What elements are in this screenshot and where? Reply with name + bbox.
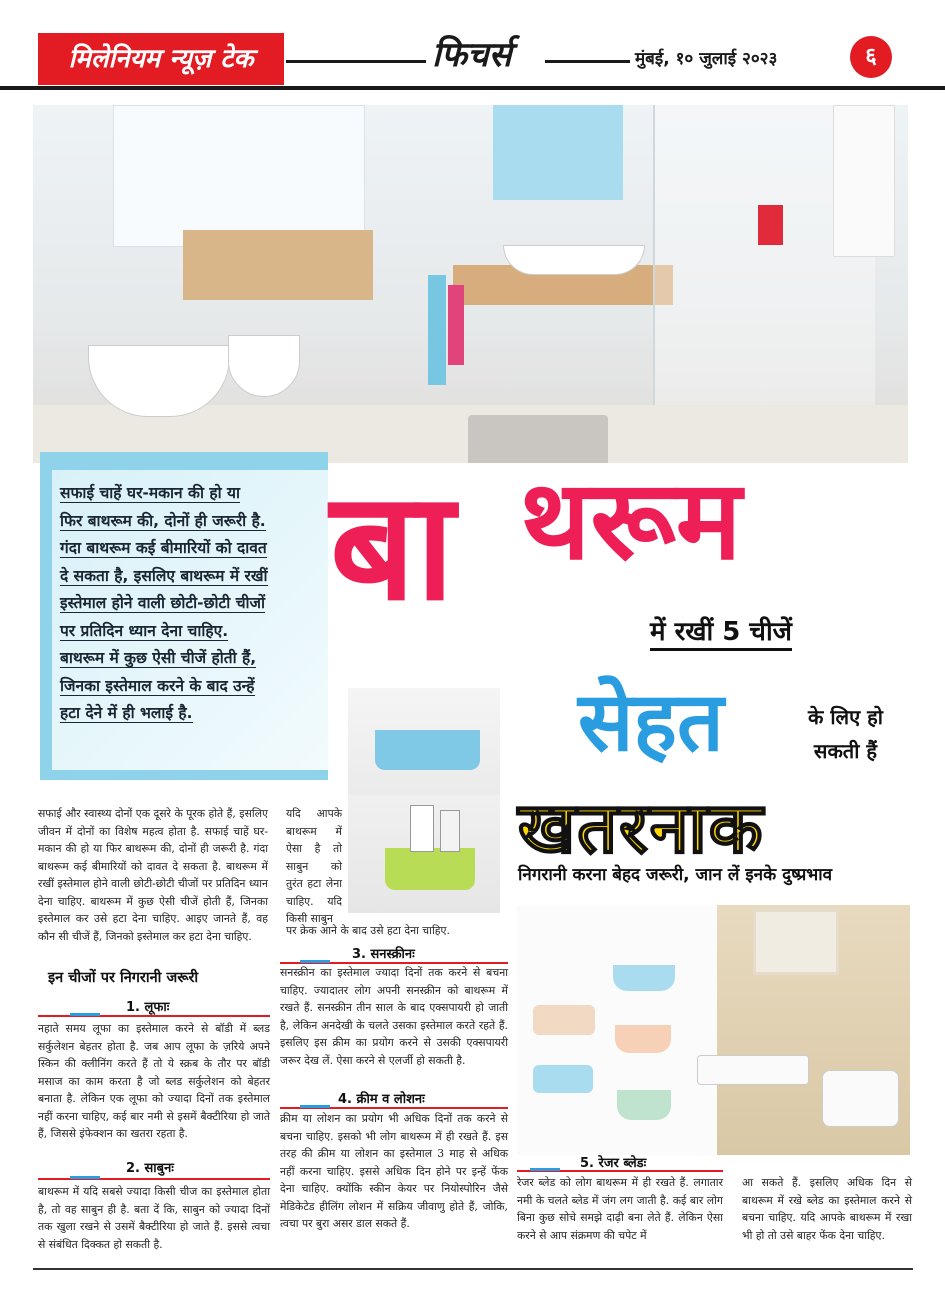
header-divider — [0, 86, 945, 90]
column2-top-paragraph: यदि आपके बाथरूम में ऐसा है तो साबुन को तुरंत हटा लेना चाहिए. यदि किसी साबुन — [286, 807, 342, 925]
wall-mirror — [753, 909, 839, 975]
blue-corner-shelf — [375, 730, 480, 770]
wash-basin — [697, 1055, 809, 1085]
headline-line2: में रखीं 5 चीजें — [650, 612, 792, 651]
page-number-badge: ६ — [850, 36, 892, 78]
toilet — [822, 1070, 899, 1127]
item1-text: नहाते समय लूफा का इस्तेमाल करने से बॉडी में ब्लड सर्कुलेशन बेहतर होता है. जब आप लूफा के ज़रिये अपने स्किन की क्लीनिंग करते हैं तो ये स्क्रब के तौर पर बॉडी मसाज का काम करता है जो ब्लड सर्कुलेशन को बेहतर बनाता है. लेकिन एक लूफा को ज्यादा दिनों तक इस्तेमाल नहीं करना चाहिए, कई बार नमी से इसमें बैक्टीरिया हो जाते हैं, जिससे इंफेक्शन का खतरा रहता है. — [38, 1022, 270, 1140]
intro-line: जिनका इस्तेमाल करने के बाद उन्हें — [60, 676, 255, 695]
intro-paragraph: सफाई और स्वास्थ्य दोनों एक दूसरे के पूरक होते हैं, इसलिए जीवन में दोनों का विशेष महत्व होता है. सफाई चाहें घर-मकान की हो या फिर बाथरूम की, दोनों ही जरूरी है. गंदा बाथरूम कई बीमारियों को दावत दे सकता है. बाथरूम में रखीं इस्तेमाल होने वाली छोटी-छोटी चीजों पर प्रतिदिन ध्यान देना चाहिए. बाथरूम में कुछ ऐसी चीजें होती हैं, जिनका इस्तेमाल कर उसे हटा देना चाहिए. आइए जानते हैं, वह कौन सी चीजें हैं, जिनको इस्तेमाल कर हटा देना चाहिए. — [38, 807, 268, 943]
item1-heading: 1. लूफाः — [126, 1000, 170, 1015]
section-rule-accent — [70, 1176, 100, 1179]
headline-khatarnak: खतरनाक — [518, 787, 765, 869]
mint-shelf — [617, 1090, 671, 1120]
bathroom-hero-image — [33, 105, 908, 463]
item5-heading: 5. रेजर ब्लेडः — [580, 1156, 647, 1171]
rect-shelf-blue — [533, 1065, 593, 1093]
headline-sehat: सेहत — [578, 675, 724, 770]
headline-side-line2: सकती हैं — [813, 739, 877, 763]
header-rule — [286, 60, 426, 63]
item4-heading: 4. क्रीम व लोशनः — [338, 1092, 425, 1107]
peach-shelf — [615, 1025, 671, 1053]
column2-top-paragraph-end: पर क्रेक आने के बाद उसे हटा देना चाहिए. — [286, 924, 450, 937]
header-rule — [545, 60, 630, 63]
product-bottle — [410, 805, 434, 852]
item2-heading: 2. साबुनः — [126, 1161, 174, 1176]
pink-towel — [448, 285, 464, 365]
wood-ledge — [183, 230, 373, 300]
blue-towel — [428, 275, 446, 385]
section-rule-accent — [70, 1013, 100, 1016]
intro-line: दे सकता है, इसलिए बाथरूम में रखीं — [60, 566, 268, 585]
window — [113, 105, 365, 247]
sink — [503, 245, 645, 275]
intro-line: फिर बाथरूम की, दोनों ही जरूरी है. — [60, 511, 266, 530]
headline-subtitle: निगरानी करना बेहद जरूरी, जान लें इनके दुष्प्रभाव — [518, 865, 833, 885]
section-rule-accent — [530, 1168, 560, 1171]
product-tube — [440, 810, 460, 852]
watch-heading: इन चीजों पर निगरानी जरूरी — [48, 970, 199, 986]
item3-heading: 3. सनस्क्रीनः — [352, 947, 415, 962]
intro-line: सफाई चाहें घर-मकान की हो या — [60, 484, 241, 502]
intro-line: गंदा बाथरूम कई बीमारियों को दावत — [60, 539, 267, 557]
shelves-bathroom-image — [517, 905, 910, 1155]
mirror — [493, 105, 623, 200]
headline-part2: थरूम — [520, 456, 742, 584]
bidet — [228, 335, 300, 397]
headline-side — [808, 700, 883, 768]
item4-text: क्रीम या लोशन का प्रयोग भी अधिक दिनों तक करने से बचना चाहिए. इसको भी लोग बाथरूम में ही रखते हैं. इस तरह की क्रीम या लोशन का इस्तेमाल 3 माह से अधिक नहीं करना चाहिए. इससे अधिक दिन होने पर इन्हें फेंक देना चाहिए. क्योंकि स्कीन केयर पर नियोस्पोरिन जैसे मेडिकेटेड हीलिंग लोशन में सक्रिय जीवाणु होते हैं, जोकि, त्वचा पर बुरा असर डाल सकते हैं. — [280, 1112, 508, 1230]
section-rule-accent — [300, 960, 330, 963]
item2-text: बाथरूम में यदि सबसे ज्यादा किसी चीज का इस्तेमाल होता है, तो वह साबुन ही है. बता दें कि, साबुन को ज्यादा दिनों तक खुला रखने से उसमें बैक्टीरिया हो जाते हैं. इससे त्वचा से संबंधित दिक्कत हो सकती है. — [38, 1185, 270, 1251]
bathrobe — [833, 105, 895, 257]
brand-logo: मिलेनियम न्यूज़ टेक — [38, 33, 284, 85]
intro-line: हटा देने में ही भलाई है. — [60, 704, 193, 722]
item5-text: रेजर ब्लेड को लोग बाथरूम में ही रखते हैं. लगातार नमी के चलते ब्लेड में जंग लग जाती है. कई बार लोग बिना कुछ सोचे समझे दाढ़ी बना लेते हैं. लेकिन ऐसा करने से आप संक्रमण की चपेट में — [517, 1176, 723, 1242]
item5-text-continued: आ सकते हैं. इसलिए अधिक दिन से बाथरूम में रखे ब्लेड का इस्तेमाल करने से बचना चाहिए. यदि आपके बाथरूम में रखा भी हो तो उसे बाहर फेंक देना चाहिए. — [742, 1176, 912, 1242]
section-rule-accent — [300, 1105, 330, 1108]
intro-line: बाथरूम में कुछ ऐसी चीजें होती हैं, — [60, 649, 257, 667]
intro-line: पर प्रतिदिन ध्यान देना चाहिए. — [60, 621, 229, 640]
headline-part1: बा — [330, 460, 451, 634]
page-bottom-rule — [33, 1268, 913, 1270]
intro-text — [60, 480, 322, 728]
intro-line: इस्तेमाल होने वाली छोटी-छोटी चीजों — [60, 594, 266, 612]
headline-side-line1: के लिए हो — [808, 705, 883, 729]
section-title: फिचर्स — [432, 35, 512, 75]
item3-text: सनस्क्रीन का इस्तेमाल ज्यादा दिनों तक करने से बचना चाहिए. ज्यादातर लोग अपनी सनस्क्रीन को बाथरूम में रखते हैं. सनस्क्रीन तीन साल के बाद एक्सपायरी हो जाती है, लेकिन अनदेखी के चलते उसका इस्तेमाल करते रहते हैं. इसलिए इस क्रीम का प्रयोग करने से उसकी एक्सपायरी जरूर देख लें. ऐसा करने से एलर्जी हो सकती है. — [280, 966, 508, 1067]
red-towel — [758, 205, 783, 245]
rect-shelf-peach — [533, 1005, 595, 1035]
blue-shelf — [613, 965, 675, 991]
issue-date: मुंबई, १० जुलाई २०२३ — [635, 49, 778, 69]
green-corner-shelf — [385, 848, 475, 890]
